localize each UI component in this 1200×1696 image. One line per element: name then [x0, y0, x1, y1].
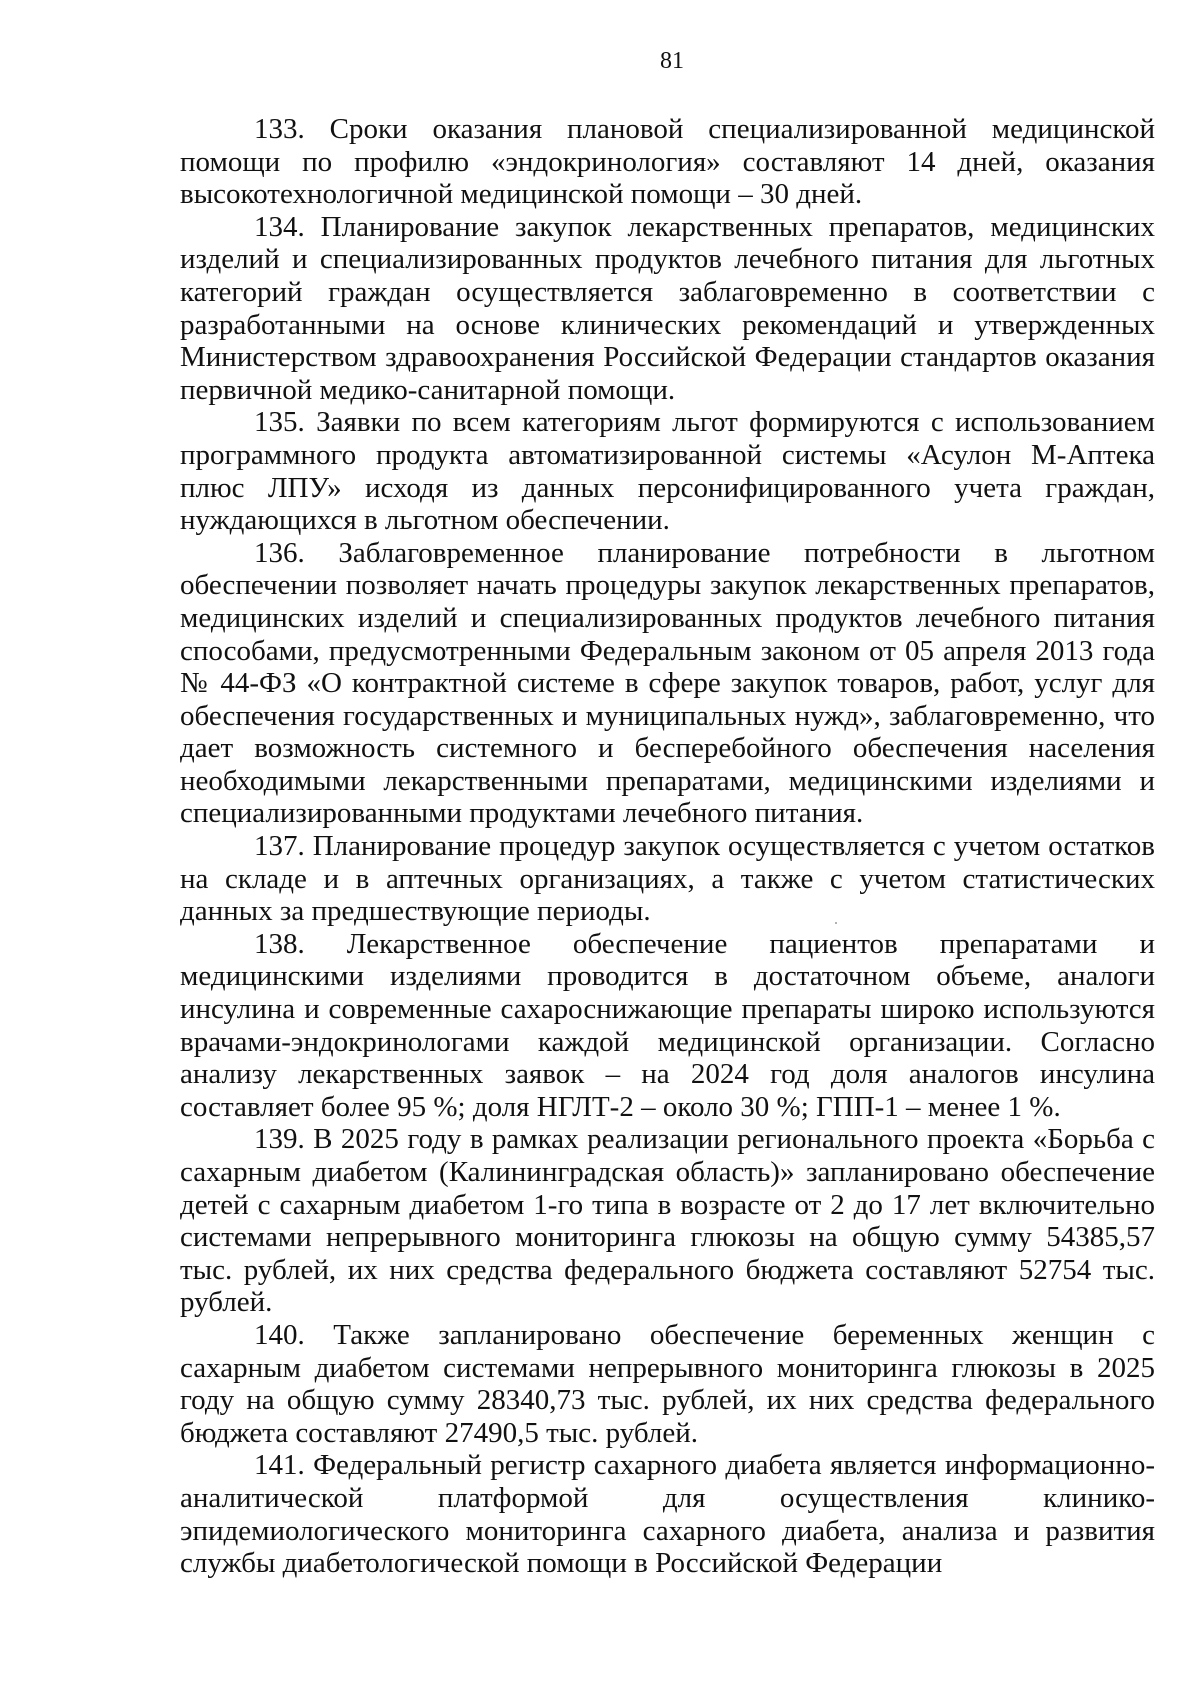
paragraph-138: 138. Лекарственное обеспечение пациентов препаратами и медицинскими изделиями проводится в достаточном объеме, аналоги инсулина и современные сахароснижающие препараты широко используются врачами-эндокринологами каждой медицинской организации. Согласно анализу лекарственных заявок – на 2024 год доля аналогов инсулина составляет более 95 %; доля НГЛТ-2 – около 30 %; ГПП-1 – менее 1 %.	[180, 927, 1155, 1123]
paragraph-137: 137. Планирование процедур закупок осуществляется с учетом остатков на складе и в аптечных организациях, а также с учетом статистических данных за предшествующие периоды.	[180, 830, 1155, 928]
document-body	[180, 113, 1155, 1580]
paragraph-141: 141. Федеральный регистр сахарного диабета является информационно-аналитической платформой для осуществления клинико-эпидемиологического мониторинга сахарного диабета, анализа и развития службы диабетологической помощи в Российской Федерации	[180, 1449, 1155, 1580]
paragraph-136: 136. Заблаговременное планирование потребности в льготном обеспечении позволяет начать процедуры закупок лекарственных препаратов, медицинских изделий и специализированных продуктов лечебного питания способами, предусмотренными Федеральным законом от 05 апреля 2013 года № 44-ФЗ «О контрактной системе в сфере закупок товаров, работ, услуг для обеспечения государственных и муниципальных нужд», заблаговременно, что дает возможность системного и бесперебойного обеспечения населения необходимыми лекарственными препаратами, медицинскими изделиями и специализированными продуктами лечебного питания.	[180, 536, 1155, 830]
paragraph-140: 140. Также запланировано обеспечение беременных женщин с сахарным диабетом системами непрерывного мониторинга глюкозы в 2025 году на общую сумму 28340,73 тыс. рублей, их них средства федерального бюджета составляют 27490,5 тыс. рублей.	[180, 1318, 1155, 1449]
paragraph-133: 133. Сроки оказания плановой специализированной медицинской помощи по профилю «эндокринология» составляют 14 дней, оказания высокотехнологичной медицинской помощи – 30 дней.	[180, 113, 1155, 211]
page-number: 81	[660, 48, 684, 74]
paragraph-134: 134. Планирование закупок лекарственных препаратов, медицинских изделий и специализированных продуктов лечебного питания для льготных категорий граждан осуществляется заблаговременно в соответствии с разработанными на основе клинических рекомендаций и утвержденных Министерством здравоохранения Российской Федерации стандартов оказания первичной медико-санитарной помощи.	[180, 210, 1155, 406]
paragraph-135: 135. Заявки по всем категориям льгот формируются с использованием программного продукта автоматизированной системы «Асулон М-Аптека плюс ЛПУ» исходя из данных персонифицированного учета граждан, нуждающихся в льготном обеспечении.	[180, 406, 1155, 537]
scan-speck	[835, 922, 837, 924]
paragraph-139: 139. В 2025 году в рамках реализации регионального проекта «Борьба с сахарным диабетом (Калининградская область)» запланировано обеспечение детей с сахарным диабетом 1-го типа в возрасте от 2 до 17 лет включительно системами непрерывного мониторинга глюкозы на общую сумму 54385,57 тыс. рублей, их них средства федерального бюджета составляют 52754 тыс. рублей.	[180, 1123, 1155, 1319]
